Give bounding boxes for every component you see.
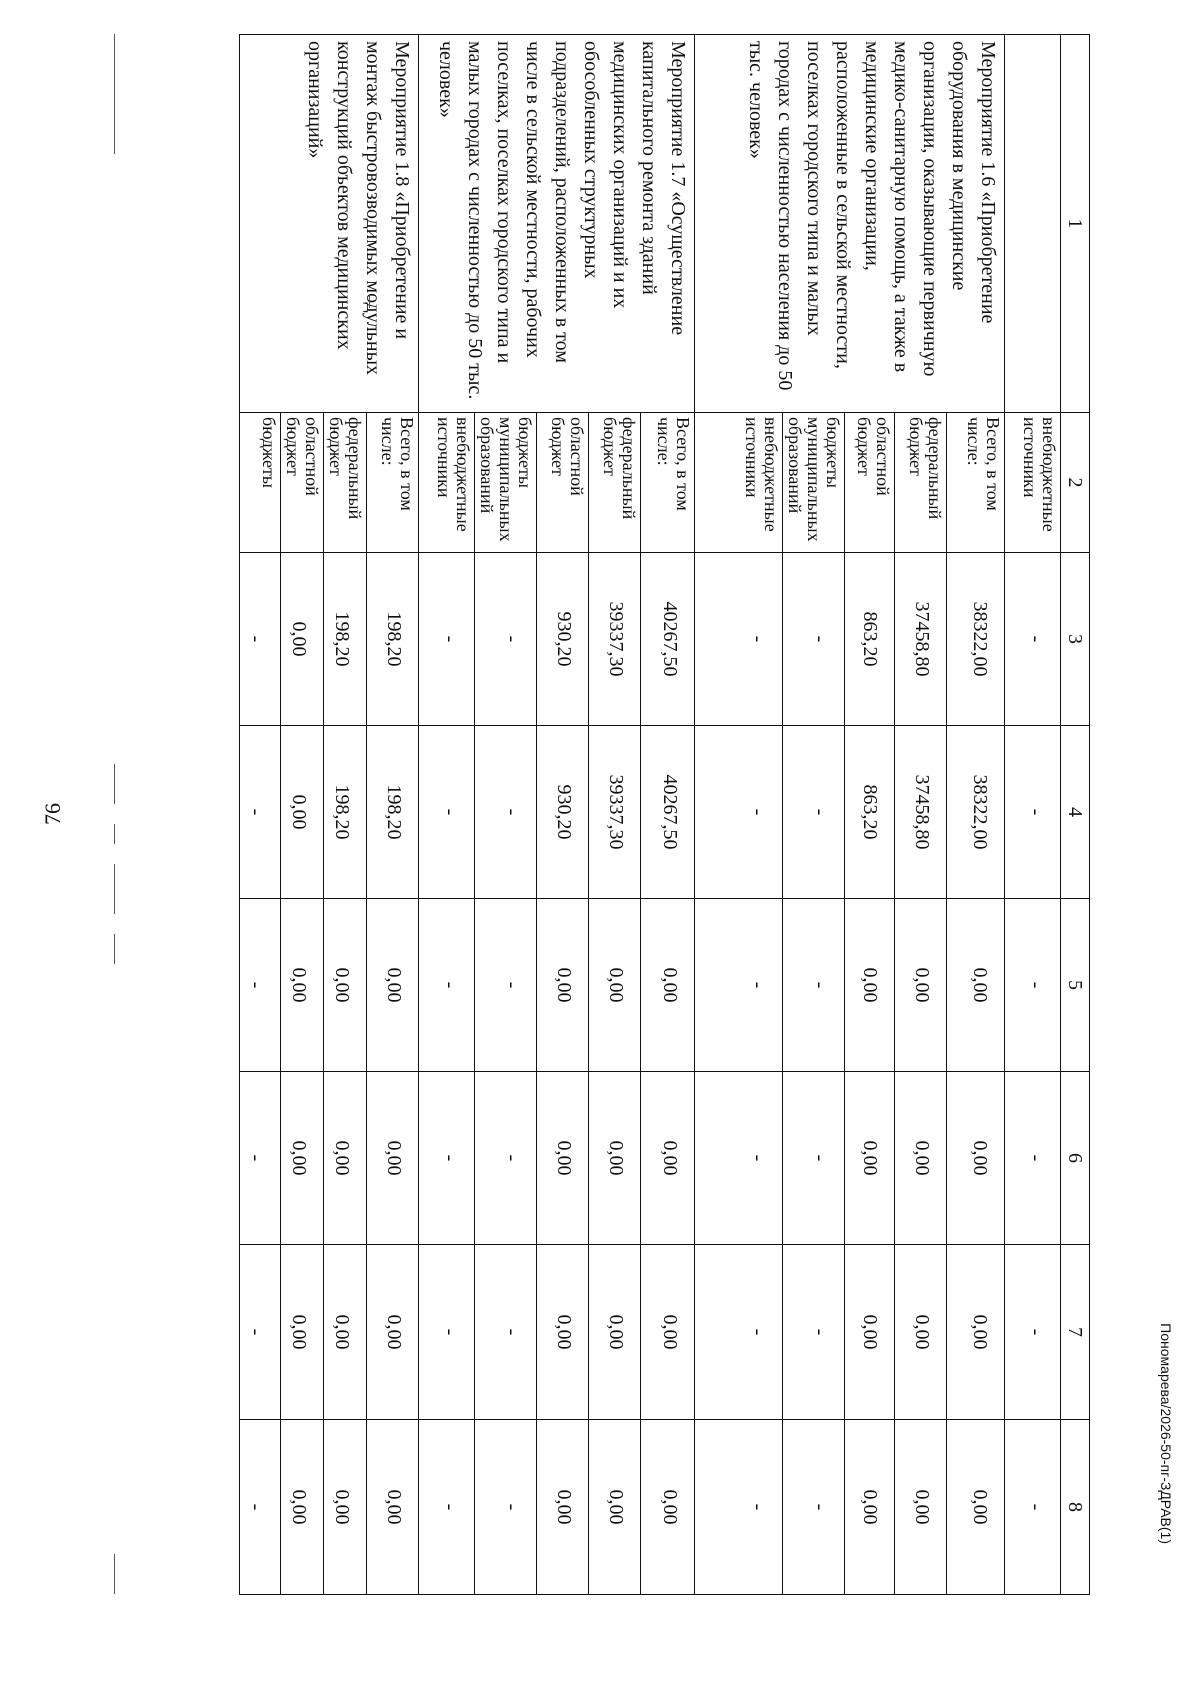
amount-cell: -	[1005, 1420, 1061, 1595]
amount-cell: 930,20	[537, 726, 589, 899]
amount-cell: -	[475, 1072, 537, 1245]
amount-cell: -	[695, 1245, 783, 1420]
funding-source-cell: областной бюджет	[537, 413, 589, 553]
amount-cell: 930,20	[537, 553, 589, 726]
separator-line	[114, 824, 115, 844]
separator-line	[114, 34, 115, 154]
column-number: 2	[1061, 413, 1090, 553]
page-number: 76	[40, 803, 65, 825]
amount-cell: 0,00	[947, 1245, 1005, 1420]
amount-cell: -	[1005, 553, 1061, 726]
amount-cell: 0,00	[947, 899, 1005, 1072]
activity-name-cell: Мероприятие 1.6 «Приобретение оборудования в медицинские организации, оказывающие первичную медико-санитарную помощь, а также в медицинские организации, расположенные в сельской местности, поселках городского типа и малых городах с численностью населения до 50 тыс. человек»	[695, 35, 1005, 413]
amount-cell: -	[695, 899, 783, 1072]
amount-cell: 0,00	[537, 1245, 589, 1420]
funding-source-cell: бюджеты	[240, 413, 281, 553]
amount-cell: -	[475, 726, 537, 899]
column-number: 6	[1061, 1072, 1090, 1245]
column-number: 7	[1061, 1245, 1090, 1420]
funding-source-cell: федеральный бюджет	[589, 413, 641, 553]
funding-source-cell: Всего, в том числе:	[947, 413, 1005, 553]
amount-cell: 0,00	[845, 899, 895, 1072]
amount-cell: 198,20	[324, 553, 367, 726]
funding-source-cell: областной бюджет	[281, 413, 324, 553]
amount-cell: 0,00	[281, 1072, 324, 1245]
amount-cell: 0,00	[589, 899, 641, 1072]
amount-cell: 0,00	[641, 1072, 695, 1245]
amount-cell: 0,00	[324, 1245, 367, 1420]
amount-cell: 0,00	[281, 726, 324, 899]
funding-source-cell: бюджеты муниципальных образований	[783, 413, 845, 553]
amount-cell: -	[240, 1420, 281, 1595]
amount-cell: -	[240, 899, 281, 1072]
funding-source-cell: Всего, в том числе:	[641, 413, 695, 553]
amount-cell: 863,20	[845, 553, 895, 726]
amount-cell: 0,00	[845, 1072, 895, 1245]
amount-cell: 0,00	[281, 553, 324, 726]
funding-source-cell: внебюджетные источники	[695, 413, 783, 553]
amount-cell: 0,00	[281, 1245, 324, 1420]
amount-cell: 0,00	[947, 1420, 1005, 1595]
table-row	[947, 35, 1005, 1595]
amount-cell: 0,00	[367, 1072, 419, 1245]
funding-source-cell: областной бюджет	[845, 413, 895, 553]
separator-line	[114, 764, 115, 804]
amount-cell: 0,00	[537, 1420, 589, 1595]
funding-source-cell: бюджеты муниципальных образований	[475, 413, 537, 553]
amount-cell: 0,00	[537, 899, 589, 1072]
table-row	[1005, 35, 1061, 1595]
activity-name-cell	[1005, 35, 1061, 413]
amount-cell: -	[240, 1245, 281, 1420]
amount-cell: 37458,80	[895, 553, 947, 726]
amount-cell: 0,00	[324, 1072, 367, 1245]
amount-cell: 38322,00	[947, 553, 1005, 726]
amount-cell: -	[240, 553, 281, 726]
amount-cell: -	[695, 1420, 783, 1595]
amount-cell: 39337,30	[589, 553, 641, 726]
amount-cell: -	[1005, 1072, 1061, 1245]
funding-source-cell: внебюджетные источники	[1005, 413, 1061, 553]
amount-cell: -	[1005, 1245, 1061, 1420]
amount-cell: 0,00	[589, 1420, 641, 1595]
amount-cell: -	[475, 553, 537, 726]
amount-cell: 37458,80	[895, 726, 947, 899]
amount-cell: 198,20	[324, 726, 367, 899]
funding-source-cell: Всего, в том числе:	[367, 413, 419, 553]
amount-cell: 0,00	[589, 1072, 641, 1245]
budget-table	[239, 34, 1090, 1595]
amount-cell: 198,20	[367, 726, 419, 899]
rotated-page	[40, 34, 1174, 1594]
amount-cell: 863,20	[845, 726, 895, 899]
amount-cell: 0,00	[537, 1072, 589, 1245]
amount-cell: 0,00	[845, 1245, 895, 1420]
amount-cell: 0,00	[367, 1245, 419, 1420]
amount-cell: -	[419, 1072, 475, 1245]
amount-cell: -	[475, 1420, 537, 1595]
amount-cell: 0,00	[895, 1245, 947, 1420]
amount-cell: 0,00	[947, 1072, 1005, 1245]
amount-cell: -	[783, 1245, 845, 1420]
amount-cell: -	[1005, 899, 1061, 1072]
document-footer: Пономарева/2026-50-пг-ЗДРАВ(1)	[1158, 1323, 1174, 1544]
activity-name-cell: Мероприятие 1.7 «Осуществление капитального ремонта зданий медицинских организаций и их обособленных структурных подразделений, расположенных в том числе в сельской местности, рабочих поселках, поселках городского типа и малых городах с численностью до 50 тыс. человек»	[419, 35, 695, 413]
amount-cell: 198,20	[367, 553, 419, 726]
column-number: 1	[1061, 35, 1090, 413]
amount-cell: -	[475, 1245, 537, 1420]
amount-cell: 0,00	[895, 1072, 947, 1245]
amount-cell: -	[419, 553, 475, 726]
amount-cell: -	[783, 726, 845, 899]
column-number: 3	[1061, 553, 1090, 726]
amount-cell: 0,00	[641, 899, 695, 1072]
column-number: 4	[1061, 726, 1090, 899]
amount-cell: 0,00	[589, 1245, 641, 1420]
amount-cell: -	[783, 1420, 845, 1595]
amount-cell: 38322,00	[947, 726, 1005, 899]
amount-cell: 0,00	[281, 899, 324, 1072]
separator-line	[369, 294, 370, 308]
amount-cell: 40267,50	[641, 726, 695, 899]
column-number: 5	[1061, 899, 1090, 1072]
amount-cell: 0,00	[367, 899, 419, 1072]
column-number: 8	[1061, 1420, 1090, 1595]
amount-cell: -	[419, 726, 475, 899]
amount-cell: -	[419, 1420, 475, 1595]
amount-cell: -	[783, 1072, 845, 1245]
amount-cell: 0,00	[641, 1245, 695, 1420]
amount-cell: -	[419, 1245, 475, 1420]
amount-cell: -	[419, 899, 475, 1072]
table-header-row	[1061, 35, 1090, 1595]
table-row	[641, 35, 695, 1595]
amount-cell: -	[240, 1072, 281, 1245]
amount-cell: -	[475, 899, 537, 1072]
amount-cell: -	[695, 1072, 783, 1245]
amount-cell: 39337,30	[589, 726, 641, 899]
funding-source-cell: федеральный бюджет	[895, 413, 947, 553]
amount-cell: 0,00	[281, 1420, 324, 1595]
amount-cell: -	[783, 899, 845, 1072]
amount-cell: 0,00	[641, 1420, 695, 1595]
amount-cell: -	[1005, 726, 1061, 899]
separator-line	[114, 864, 115, 914]
amount-cell: 0,00	[895, 1420, 947, 1595]
amount-cell: -	[695, 726, 783, 899]
separator-line	[114, 934, 115, 964]
amount-cell: 0,00	[845, 1420, 895, 1595]
amount-cell: 0,00	[324, 899, 367, 1072]
amount-cell: -	[783, 553, 845, 726]
amount-cell: -	[695, 553, 783, 726]
amount-cell: -	[240, 726, 281, 899]
funding-source-cell: внебюджетные источники	[419, 413, 475, 553]
amount-cell: 0,00	[367, 1420, 419, 1595]
separator-line	[114, 1554, 115, 1594]
amount-cell: 40267,50	[641, 553, 695, 726]
funding-source-cell: федеральный бюджет	[324, 413, 367, 553]
amount-cell: 0,00	[324, 1420, 367, 1595]
amount-cell: 0,00	[895, 899, 947, 1072]
table-row	[367, 35, 419, 1595]
activity-name-cell: Мероприятие 1.8 «Приобретение и монтаж быстровозводимых модульных конструкций объектов медицинских организаций»	[240, 35, 419, 413]
